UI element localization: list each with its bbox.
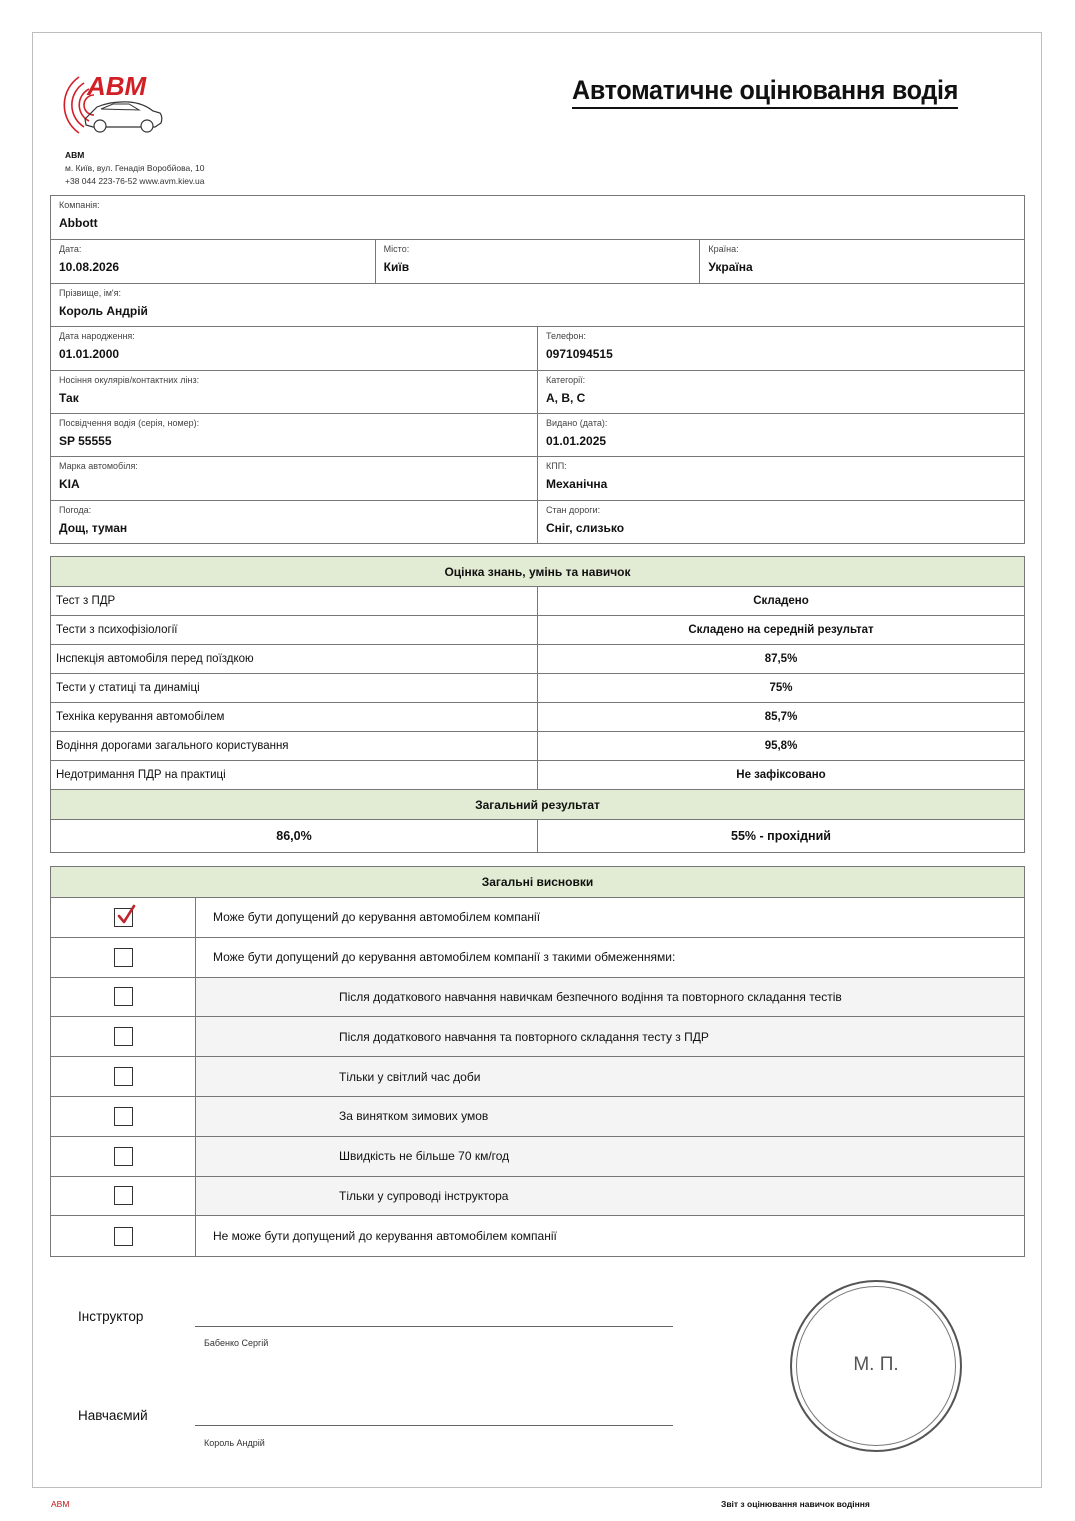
checkbox-cell: [51, 938, 196, 977]
road-condition-field: Стан дороги: Сніг, слизько: [537, 501, 1024, 543]
document-title: Автоматичне оцінювання водія: [572, 75, 958, 109]
phone-field: Телефон: 0971094515: [537, 327, 1024, 369]
city-field: Місто: Київ: [375, 240, 700, 282]
pass-threshold: 55% - прохідний: [731, 829, 831, 843]
assessment-row: Тести у статиці та динаміці 75%: [51, 674, 1024, 703]
checkbox-unchecked[interactable]: [114, 1027, 133, 1046]
info-row-name: [51, 283, 1024, 326]
checkbox-unchecked[interactable]: [114, 987, 133, 1006]
checkbox-unchecked[interactable]: [114, 1147, 133, 1166]
checkbox-cell: [51, 1216, 196, 1256]
checkbox-unchecked[interactable]: [114, 1227, 133, 1246]
total-result-row: [51, 820, 1024, 852]
conclusion-row: [51, 978, 1024, 1018]
conclusion-text: Тільки у світлий час доби: [196, 1057, 1024, 1096]
conclusion-text: Тільки у супроводі інструктора: [196, 1177, 1024, 1216]
checkbox-cell: [51, 1017, 196, 1056]
conclusion-text: Може бути допущений до керування автомобілем компанії: [213, 910, 541, 925]
instructor-signature-line: [195, 1326, 673, 1327]
checkbox-cell: [51, 898, 196, 937]
checkbox-cell: [51, 1177, 196, 1216]
checkbox-unchecked[interactable]: [114, 1186, 133, 1205]
checkbox-cell: [51, 978, 196, 1017]
total-score: 86,0%: [51, 820, 538, 852]
abm-logo: [63, 69, 173, 141]
info-row-company: [51, 196, 1024, 239]
company-field: Компанія: Abbott: [59, 200, 100, 230]
footer-title: Звіт з оцінювання навичок водіння: [721, 1499, 870, 1509]
info-row-car: [51, 456, 1024, 499]
license-field: Посвідчення водія (серія, номер): SP 55555: [59, 417, 200, 448]
org-name: ABM: [65, 150, 85, 160]
instructor-label: Інструктор: [78, 1309, 144, 1324]
footer-brand: ABM: [51, 1499, 70, 1509]
organization-info: [65, 149, 204, 188]
checkbox-unchecked[interactable]: [114, 1067, 133, 1086]
instructor-name: Бабенко Сергій: [204, 1338, 269, 1348]
total-result-heading: Загальний результат: [51, 790, 1024, 820]
conclusion-row: [51, 898, 1024, 938]
categories-field: Категорії: A, B, C: [537, 371, 1024, 413]
svg-text:ABM: ABM: [87, 71, 147, 101]
checkmark-icon: [116, 904, 136, 926]
country-field: Країна: Україна: [699, 240, 1024, 282]
stamp-placeholder: [790, 1280, 962, 1452]
conclusion-row: [51, 1137, 1024, 1177]
info-row-location: [51, 239, 1024, 282]
assessment-table: [50, 556, 1025, 853]
assessment-heading: Оцінка знань, умінь та навичок: [51, 557, 1024, 587]
assessment-row: Техніка керування автомобілем 85,7%: [51, 703, 1024, 732]
conclusion-row: [51, 1057, 1024, 1097]
trainee-label: Навчаємий: [78, 1408, 148, 1423]
document-page: [32, 32, 1042, 1488]
org-address: м. Київ, вул. Генадія Воробйова, 10: [65, 163, 205, 173]
driver-info-table: [50, 195, 1025, 544]
car-make-field: Марка автомобіля: KIA: [59, 461, 138, 492]
conclusion-row: [51, 1216, 1024, 1256]
checkbox-cell: [51, 1097, 196, 1136]
glasses-field: Носіння окулярів/контактних лінз: Так: [59, 374, 200, 405]
checkbox-checked[interactable]: [114, 908, 133, 927]
date-field: Дата: 10.08.2026: [59, 244, 120, 275]
info-row-license: [51, 413, 1024, 456]
stamp-text: М. П.: [853, 1354, 899, 1375]
conclusion-row: [51, 938, 1024, 978]
checkbox-cell: [51, 1137, 196, 1176]
conclusion-text: Після додаткового навчання навичкам безпечного водіння та повторного складання тестів: [196, 978, 1024, 1017]
info-row-conditions: [51, 500, 1024, 543]
org-contacts: +38 044 223-76-52 www.avm.kiev.ua: [65, 176, 205, 186]
name-field: Прізвище, ім'я: Король Андрій: [59, 287, 148, 318]
assessment-row: Інспекція автомобіля перед поїздкою 87,5%: [51, 645, 1024, 674]
birth-date-field: Дата народження: 01.01.2000: [59, 331, 135, 362]
conclusion-text: Швидкість не більше 70 км/год: [196, 1137, 1024, 1176]
weather-field: Погода: Дощ, туман: [59, 504, 128, 535]
assessment-row: Водіння дорогами загального користування 95,8%: [51, 732, 1024, 761]
conclusion-row: [51, 1017, 1024, 1057]
conclusion-text: Після додаткового навчання та повторного складання тесту з ПДР: [196, 1017, 1024, 1056]
assessment-row: Тест з ПДР Складено: [51, 587, 1024, 616]
info-row-birth-phone: [51, 326, 1024, 369]
checkbox-unchecked[interactable]: [114, 1107, 133, 1126]
info-row-glasses-categories: [51, 370, 1024, 413]
conclusion-row: [51, 1177, 1024, 1217]
conclusion-row: [51, 1097, 1024, 1137]
checkbox-cell: [51, 1057, 196, 1096]
conclusion-text: Може бути допущений до керування автомобілем компанії з такими обмеженнями:: [213, 950, 676, 965]
conclusion-text: Не може бути допущений до керування автомобілем компанії: [213, 1229, 557, 1244]
conclusions-heading: Загальні висновки: [51, 867, 1024, 898]
checkbox-unchecked[interactable]: [114, 948, 133, 967]
trainee-name: Король Андрій: [204, 1438, 265, 1448]
issued-date-field: Видано (дата): 01.01.2025: [537, 414, 1024, 456]
assessment-row: Тести з психофізіології Складено на середній результат: [51, 616, 1024, 645]
gearbox-field: КПП: Механічна: [537, 457, 1024, 499]
conclusion-text: За винятком зимових умов: [196, 1097, 1024, 1136]
conclusions-table: [50, 866, 1025, 1257]
trainee-signature-line: [195, 1425, 673, 1426]
assessment-row: Недотримання ПДР на практиці Не зафіксовано: [51, 761, 1024, 790]
